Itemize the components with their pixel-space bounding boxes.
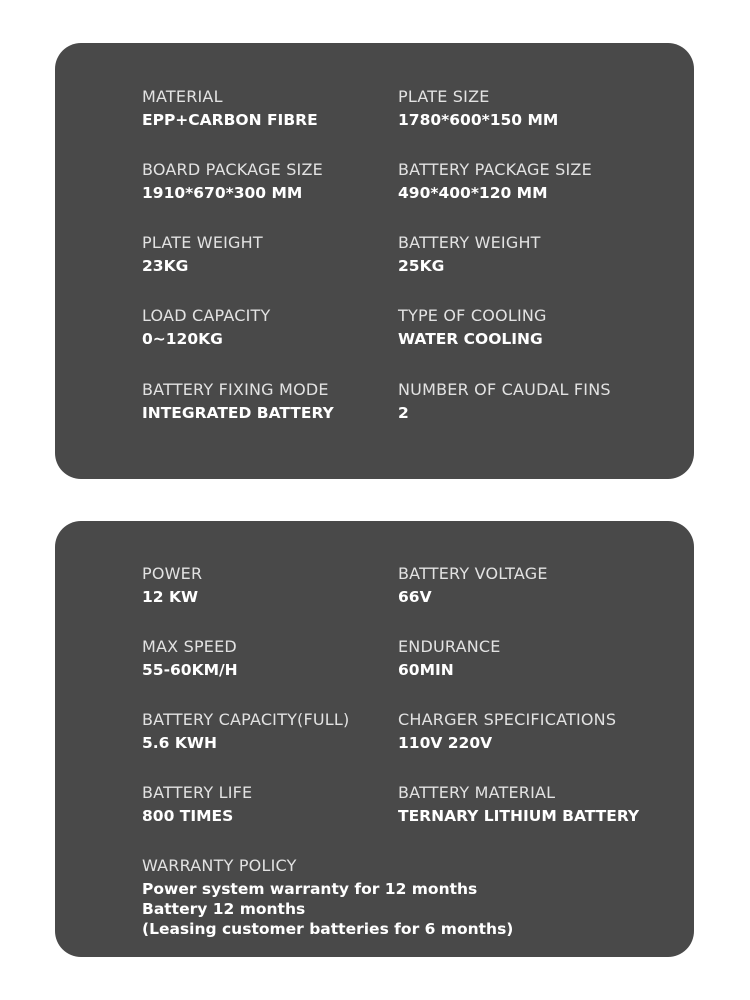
product-specs-card: [55, 43, 694, 479]
spec-value: 490*400*120 MM: [398, 184, 548, 202]
spec-label: BATTERY WEIGHT: [398, 233, 541, 252]
spec-label: PLATE WEIGHT: [142, 233, 263, 252]
spec-type-of-cooling: [398, 306, 547, 349]
spec-plate-weight: [142, 233, 263, 276]
warranty-line: Power system warranty for 12 months: [142, 880, 478, 898]
spec-value: 12 KW: [142, 588, 199, 606]
warranty-line: Battery 12 months: [142, 900, 306, 918]
spec-value: 110V 220V: [398, 734, 493, 752]
spec-label: BATTERY PACKAGE SIZE: [398, 160, 592, 179]
power-specs-card: [55, 521, 694, 957]
spec-plate-size: [398, 87, 558, 130]
spec-battery-material: [398, 783, 639, 826]
spec-material: [142, 87, 318, 130]
spec-value: 66V: [398, 588, 432, 606]
spec-battery-fixing-mode: [142, 380, 334, 423]
spec-value: 1780*600*150 MM: [398, 111, 559, 129]
spec-warranty-policy: [142, 856, 513, 939]
spec-value: 60MIN: [398, 661, 454, 679]
spec-label: TYPE OF COOLING: [398, 306, 547, 325]
spec-value: EPP+CARBON FIBRE: [142, 111, 318, 129]
spec-label: WARRANTY POLICY: [142, 856, 297, 875]
spec-charger-specifications: [398, 710, 616, 753]
spec-value: 1910*670*300 MM: [142, 184, 303, 202]
spec-label: LOAD CAPACITY: [142, 306, 271, 325]
spec-max-speed: [142, 637, 238, 680]
spec-board-package-size: [142, 160, 323, 203]
spec-value: INTEGRATED BATTERY: [142, 404, 334, 422]
spec-value: 23KG: [142, 257, 189, 275]
spec-label: NUMBER OF CAUDAL FINS: [398, 380, 611, 399]
spec-value: 5.6 KWH: [142, 734, 217, 752]
spec-label: PLATE SIZE: [398, 87, 490, 106]
spec-battery-life: [142, 783, 252, 826]
spec-battery-voltage: [398, 564, 548, 607]
warranty-line: (Leasing customer batteries for 6 months): [142, 920, 514, 938]
spec-label: BATTERY FIXING MODE: [142, 380, 329, 399]
spec-label: MAX SPEED: [142, 637, 237, 656]
spec-value: WATER COOLING: [398, 330, 543, 348]
spec-power: [142, 564, 202, 607]
spec-value: 0~120KG: [142, 330, 223, 348]
spec-label: BATTERY LIFE: [142, 783, 253, 802]
spec-battery-weight: [398, 233, 541, 276]
spec-value: TERNARY LITHIUM BATTERY: [398, 807, 640, 825]
spec-value: 800 TIMES: [142, 807, 234, 825]
spec-label: MATERIAL: [142, 87, 223, 106]
spec-label: ENDURANCE: [398, 637, 501, 656]
spec-label: BATTERY MATERIAL: [398, 783, 556, 802]
spec-value: 55-60KM/H: [142, 661, 238, 679]
spec-label: POWER: [142, 564, 203, 583]
spec-label: BATTERY VOLTAGE: [398, 564, 548, 583]
spec-label: BOARD PACKAGE SIZE: [142, 160, 323, 179]
spec-battery-capacity: [142, 710, 349, 753]
spec-caudal-fins: [398, 380, 611, 423]
spec-value: 25KG: [398, 257, 445, 275]
spec-endurance: [398, 637, 501, 680]
spec-label: BATTERY CAPACITY(FULL): [142, 710, 350, 729]
spec-load-capacity: [142, 306, 270, 349]
spec-label: CHARGER SPECIFICATIONS: [398, 710, 617, 729]
spec-value: 2: [398, 404, 409, 422]
spec-battery-package-size: [398, 160, 592, 203]
